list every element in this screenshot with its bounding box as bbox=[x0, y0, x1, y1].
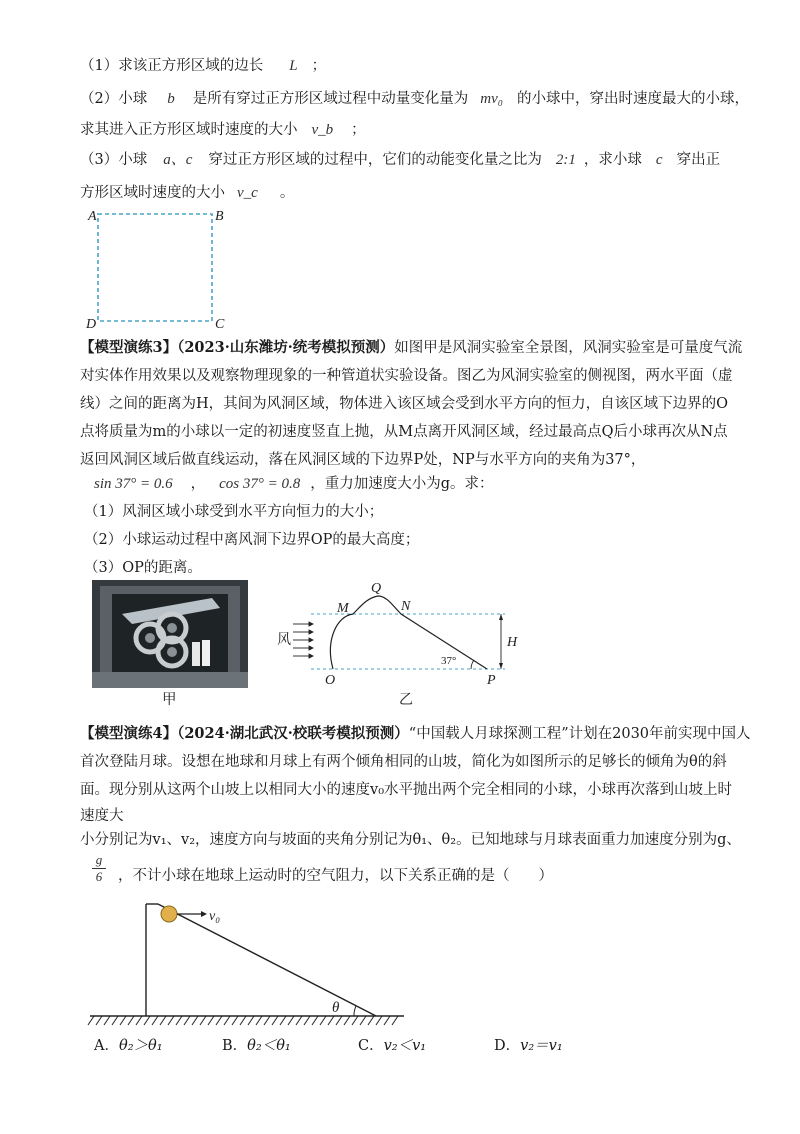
hatch-mark bbox=[272, 1016, 278, 1025]
label-D: D bbox=[86, 317, 97, 332]
hatch-mark bbox=[128, 1016, 134, 1025]
hatch-mark bbox=[152, 1016, 158, 1025]
m4-line-4: 速度大 bbox=[80, 808, 124, 824]
hatch-mark bbox=[184, 1016, 190, 1025]
label-M: M bbox=[337, 601, 349, 616]
option-C[interactable]: C．v₂＜v₁ bbox=[358, 1038, 427, 1054]
hatch-mark bbox=[376, 1016, 382, 1025]
hatch-mark bbox=[144, 1016, 150, 1025]
label-H: H bbox=[507, 635, 518, 650]
angle-arc bbox=[471, 660, 474, 669]
hatch-mark bbox=[392, 1016, 398, 1025]
hatch-mark bbox=[360, 1016, 366, 1025]
label-N: N bbox=[401, 599, 411, 614]
hatch-mark bbox=[312, 1016, 318, 1025]
hatch-mark bbox=[96, 1016, 102, 1025]
q1-line-5: 方形区域时速度的大小 v_c 。 bbox=[80, 185, 295, 201]
m3-line-3: 线）之间的距离为H，其间为风洞区域，物体进入该区域会受到水平方向的恒力，自该区域下边界的O bbox=[80, 396, 729, 412]
hatch-mark bbox=[280, 1016, 286, 1025]
label-C: C bbox=[215, 317, 225, 332]
m3-tag: 【模型演练3】 bbox=[80, 339, 178, 356]
ball bbox=[161, 906, 177, 922]
incline-surface bbox=[158, 904, 376, 1016]
q1-line-2: （2）小球 b 是所有穿过正方形区域过程中动量变化量为 mv₀ 的小球中，穿出时速度最大的小球， bbox=[80, 91, 749, 107]
m3-line-5: 返回风洞区域后做直线运动，落在风洞区域的下边界P处，NP与水平方向的夹角为37°， bbox=[80, 452, 646, 468]
hatch-mark bbox=[288, 1016, 294, 1025]
hatch-mark bbox=[120, 1016, 126, 1025]
angle-label: 37° bbox=[441, 655, 457, 667]
wind-arrows bbox=[293, 622, 313, 658]
m3-line-4: 点将质量为m的小球以一定的初速度竖直上抛，从M点离开风洞区域，经过最高点Q后小球再次从N点 bbox=[80, 424, 728, 440]
hatch-mark bbox=[104, 1016, 110, 1025]
caption-yi: 乙 bbox=[399, 693, 413, 708]
hatch-mark bbox=[208, 1016, 214, 1025]
theta-label: θ bbox=[332, 1000, 340, 1016]
option-D[interactable]: D．v₂＝v₁ bbox=[494, 1038, 563, 1054]
m4-line-1: 【模型演练4】（2024·湖北武汉·校联考模拟预测）“中国载人月球探测工程”计划在2030年前实现中国人 bbox=[80, 725, 751, 742]
m4-line-5: 小分别记为v₁、v₂，速度方向与坡面的夹角分别记为θ₁、θ₂。已知地球与月球表面重力加速度分别为g、 bbox=[80, 832, 741, 848]
fraction-g-over-6: g 6 bbox=[92, 852, 106, 885]
cos-value: cos 37° = 0.8 bbox=[219, 476, 301, 492]
label-O: O bbox=[325, 673, 336, 688]
m3-source: （2023·山东潍坊·统考模拟预测） bbox=[177, 339, 395, 356]
wind-tunnel-photo bbox=[92, 580, 248, 688]
label-B: B bbox=[215, 209, 224, 224]
q1-line-3: 求其进入正方形区域时速度的大小 v_b ； bbox=[80, 122, 366, 138]
m3-line-2: 对实体作用效果以及观察物理现象的一种管道状实验设备。图乙为风洞实验室的侧视图，两水平面（虚 bbox=[80, 368, 733, 384]
hatch-mark bbox=[224, 1016, 230, 1025]
hatch-mark bbox=[240, 1016, 246, 1025]
m3-line-6: sin 37° = 0.6 ， cos 37° = 0.8 ，重力加速度大小为g。求： bbox=[94, 476, 494, 492]
square-diagram bbox=[82, 202, 232, 332]
m4-line-6: ，不计小球在地球上运动时的空气阻力，以下关系正确的是（ ） bbox=[118, 868, 553, 884]
wind-tunnel-side-diagram bbox=[275, 580, 535, 710]
hatch-mark bbox=[264, 1016, 270, 1025]
sin-value: sin 37° = 0.6 bbox=[94, 476, 173, 492]
hatch-mark bbox=[192, 1016, 198, 1025]
m3-ask-1: （1）风洞区域小球受到水平方向恒力的大小； bbox=[84, 504, 384, 520]
m4-tag: 【模型演练4】 bbox=[80, 725, 178, 742]
label-A: A bbox=[88, 209, 97, 224]
hatch-mark bbox=[88, 1016, 94, 1025]
m4-line-2: 首次登陆月球。设想在地球和月球上有两个倾角相同的山坡，简化为如图所示的足够长的倾角为θ的斜 bbox=[80, 754, 727, 770]
hatch-mark bbox=[352, 1016, 358, 1025]
hatch-mark bbox=[336, 1016, 342, 1025]
option-A[interactable]: A．θ₂＞θ₁ bbox=[94, 1038, 163, 1054]
square-region bbox=[98, 214, 212, 321]
theta-arc bbox=[354, 1006, 356, 1016]
hatch-mark bbox=[168, 1016, 174, 1025]
hatch-mark bbox=[328, 1016, 334, 1025]
m3-line-1: 【模型演练3】（2023·山东潍坊·统考模拟预测）如图甲是风洞实验室全景图，风洞实验室是可量度气流 bbox=[80, 339, 743, 356]
m4-source: （2024·湖北武汉·校联考模拟预测） bbox=[177, 725, 409, 742]
hatch-mark bbox=[384, 1016, 390, 1025]
hatch-mark bbox=[344, 1016, 350, 1025]
hatch-mark bbox=[176, 1016, 182, 1025]
label-P: P bbox=[487, 673, 496, 688]
m3-ask-2: （2）小球运动过程中离风洞下边界OP的最大高度； bbox=[84, 532, 420, 548]
caption-jia: 甲 bbox=[162, 692, 177, 708]
m3-ask-3: （3）OP的距离。 bbox=[84, 560, 202, 576]
hatch-mark bbox=[296, 1016, 302, 1025]
hatch-mark bbox=[248, 1016, 254, 1025]
m4-line-3: 面。现分别从这两个山坡上以相同大小的速度v₀水平抛出两个完全相同的小球，小球再次落到山坡上时 bbox=[80, 782, 733, 798]
wind-label: 风 bbox=[277, 633, 291, 648]
var-L: L bbox=[289, 58, 298, 74]
v0-label: v₀ bbox=[209, 909, 221, 924]
label-Q: Q bbox=[371, 581, 382, 596]
hatch-mark bbox=[136, 1016, 142, 1025]
hatch-mark bbox=[232, 1016, 238, 1025]
option-B[interactable]: B．θ₂＜θ₁ bbox=[222, 1038, 291, 1054]
q1-line-4: （3）小球 a、c 穿过正方形区域的过程中，它们的动能变化量之比为 2:1 ，求小球 c 穿出正 bbox=[80, 152, 721, 168]
hatch-mark bbox=[200, 1016, 206, 1025]
hatch-mark bbox=[368, 1016, 374, 1025]
hatch-mark bbox=[256, 1016, 262, 1025]
hatch-mark bbox=[160, 1016, 166, 1025]
hatch-mark bbox=[320, 1016, 326, 1025]
hatch-mark bbox=[112, 1016, 118, 1025]
ground-hatching bbox=[88, 1016, 398, 1025]
hatch-mark bbox=[216, 1016, 222, 1025]
q1-line-1: （1）求该正方形区域的边长 L ； bbox=[80, 58, 327, 74]
hatch-mark bbox=[304, 1016, 310, 1025]
incline-diagram bbox=[86, 894, 416, 1034]
wind-tunnel-image bbox=[92, 580, 248, 688]
